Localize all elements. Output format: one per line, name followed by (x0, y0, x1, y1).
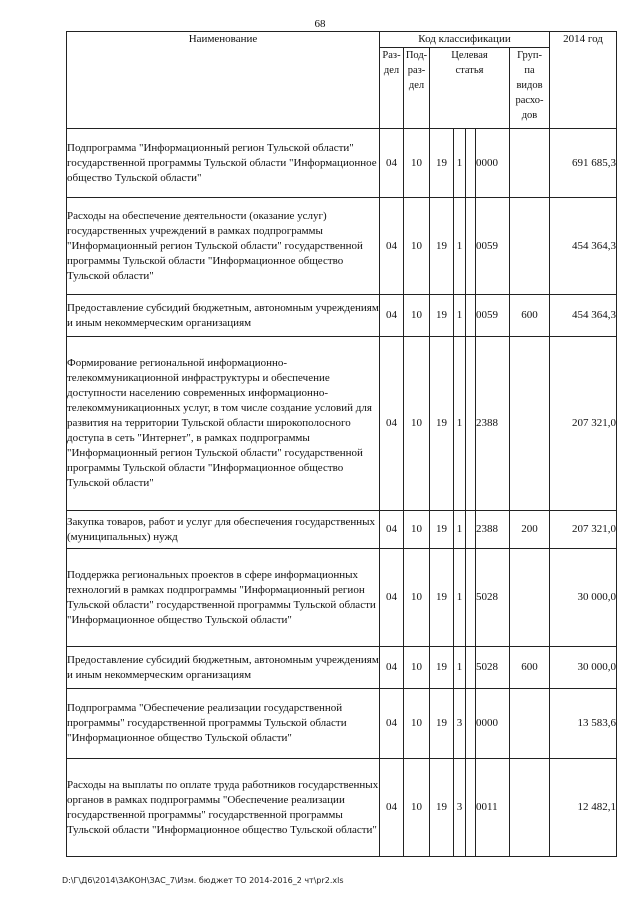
row-cs-blank-cell (466, 511, 476, 549)
header-razdel: Раз- дел (380, 48, 404, 129)
row-vr-cell (510, 129, 550, 198)
row-razdel-cell: 04 (380, 511, 404, 549)
row-razdel-cell: 04 (380, 759, 404, 857)
row-vr-cell (510, 759, 550, 857)
row-cs-blank-cell (466, 647, 476, 689)
row-vr-cell (510, 337, 550, 511)
row-amount-cell: 691 685,3 (550, 129, 617, 198)
table-row (67, 759, 617, 857)
header-celevaya-statya: Целевая статья (430, 48, 510, 129)
row-cs-blank-cell (466, 295, 476, 337)
row-razdel-cell: 04 (380, 129, 404, 198)
row-podrazdel-cell: 10 (404, 129, 430, 198)
row-razdel-cell: 04 (380, 549, 404, 647)
row-vr-cell: 200 (510, 511, 550, 549)
row-cs-blank-cell (466, 337, 476, 511)
row-amount-cell: 30 000,0 (550, 647, 617, 689)
row-razdel-cell: 04 (380, 295, 404, 337)
row-cs-program-cell: 19 (430, 759, 454, 857)
header-year: 2014 год (550, 32, 617, 129)
row-amount-cell: 454 364,3 (550, 295, 617, 337)
row-cs-subprogram-cell: 1 (454, 129, 466, 198)
row-cs-blank-cell (466, 129, 476, 198)
row-razdel-cell: 04 (380, 647, 404, 689)
row-cs-direction-cell: 0000 (476, 129, 510, 198)
header-name: Наименование (67, 32, 380, 129)
row-name-cell: Предоставление субсидий бюджетным, автономным учреждениям и иным некоммерческим организациям (67, 647, 380, 689)
row-cs-subprogram-cell: 1 (454, 549, 466, 647)
row-razdel-cell: 04 (380, 198, 404, 295)
row-cs-program-cell: 19 (430, 689, 454, 759)
table-row (67, 647, 617, 689)
row-podrazdel-cell: 10 (404, 689, 430, 759)
row-cs-subprogram-cell: 1 (454, 337, 466, 511)
row-cs-program-cell: 19 (430, 337, 454, 511)
row-cs-program-cell: 19 (430, 647, 454, 689)
row-vr-cell (510, 549, 550, 647)
row-name-cell: Расходы на обеспечение деятельности (оказание услуг) государственных учреждений в рамках подпрограммы "Информационный регион Тульской области" государственной программы Тульской области "Информационное общество Тульской области" (67, 198, 380, 295)
row-cs-blank-cell (466, 198, 476, 295)
row-cs-blank-cell (466, 549, 476, 647)
row-amount-cell: 13 583,6 (550, 689, 617, 759)
row-cs-direction-cell: 2388 (476, 337, 510, 511)
row-cs-direction-cell: 2388 (476, 511, 510, 549)
row-name-cell: Подпрограмма "Информационный регион Тульской области" государственной программы Тульской области "Информационное общество Тульской области" (67, 129, 380, 198)
row-amount-cell: 12 482,1 (550, 759, 617, 857)
row-cs-subprogram-cell: 3 (454, 689, 466, 759)
row-podrazdel-cell: 10 (404, 295, 430, 337)
row-cs-blank-cell (466, 689, 476, 759)
row-cs-direction-cell: 0059 (476, 198, 510, 295)
row-amount-cell: 207 321,0 (550, 511, 617, 549)
row-cs-subprogram-cell: 1 (454, 647, 466, 689)
table-row (67, 689, 617, 759)
row-podrazdel-cell: 10 (404, 511, 430, 549)
row-podrazdel-cell: 10 (404, 198, 430, 295)
row-cs-program-cell: 19 (430, 549, 454, 647)
header-gruppa-vidov: Груп- па видов расхо- дов (510, 48, 550, 129)
row-amount-cell: 454 364,3 (550, 198, 617, 295)
footer-file-path: D:\Г\Д6\2014\ЗАКОН\ЗАС_7\Изм. бюджет ТО 2014-2016_2 чт\pr2.xls (62, 876, 344, 885)
row-cs-program-cell: 19 (430, 198, 454, 295)
row-name-cell: Предоставление субсидий бюджетным, автономным учреждениям и иным некоммерческим организациям (67, 295, 380, 337)
row-vr-cell: 600 (510, 295, 550, 337)
row-vr-cell: 600 (510, 647, 550, 689)
row-cs-program-cell: 19 (430, 295, 454, 337)
row-amount-cell: 207 321,0 (550, 337, 617, 511)
row-name-cell: Поддержка региональных проектов в сфере информационных технологий в рамках подпрограммы "Информационный регион Тульской области" государственной программы Тульской области "Информационное общество Тульской области" (67, 549, 380, 647)
table-row (67, 295, 617, 337)
table-row (67, 549, 617, 647)
table-row (67, 129, 617, 198)
row-cs-subprogram-cell: 3 (454, 759, 466, 857)
row-cs-subprogram-cell: 1 (454, 511, 466, 549)
row-cs-direction-cell: 0011 (476, 759, 510, 857)
budget-table (66, 31, 617, 857)
row-cs-direction-cell: 5028 (476, 647, 510, 689)
row-podrazdel-cell: 10 (404, 337, 430, 511)
header-podrazdel: Под- раз- дел (404, 48, 430, 129)
row-razdel-cell: 04 (380, 689, 404, 759)
table-row (67, 511, 617, 549)
header-code: Код классификации (380, 32, 550, 48)
row-cs-subprogram-cell: 1 (454, 198, 466, 295)
row-podrazdel-cell: 10 (404, 647, 430, 689)
row-name-cell: Расходы на выплаты по оплате труда работников государственных органов в рамках подпрограммы "Обеспечение реализации государственной программы" государственной программы Тульской области "Информационное общество Тульской области" (67, 759, 380, 857)
row-cs-blank-cell (466, 759, 476, 857)
table-row (67, 198, 617, 295)
row-cs-direction-cell: 5028 (476, 549, 510, 647)
row-razdel-cell: 04 (380, 337, 404, 511)
row-cs-direction-cell: 0000 (476, 689, 510, 759)
row-vr-cell (510, 689, 550, 759)
row-name-cell: Подпрограмма "Обеспечение реализации государственной программы" государственной программы Тульской области "Информационное общество Тульской области" (67, 689, 380, 759)
row-cs-program-cell: 19 (430, 129, 454, 198)
row-cs-program-cell: 19 (430, 511, 454, 549)
row-cs-subprogram-cell: 1 (454, 295, 466, 337)
row-podrazdel-cell: 10 (404, 759, 430, 857)
row-amount-cell: 30 000,0 (550, 549, 617, 647)
page-number: 68 (314, 18, 326, 30)
row-name-cell: Формирование региональной информационно-телекоммуникационной инфраструктуры и обеспечение доступности населению современных информационно-телекоммуникационных услуг, в том числе создание условий для развития на территории Тульской области широкополосного доступа в сеть "Интернет", в рамках подпрограммы "Информационный регион Тульской области" государственной программы Тульской области "Информационное общество Тульской области" (67, 337, 380, 511)
row-cs-direction-cell: 0059 (476, 295, 510, 337)
row-name-cell: Закупка товаров, работ и услуг для обеспечения государственных (муниципальных) нужд (67, 511, 380, 549)
table-row (67, 337, 617, 511)
row-vr-cell (510, 198, 550, 295)
row-podrazdel-cell: 10 (404, 549, 430, 647)
